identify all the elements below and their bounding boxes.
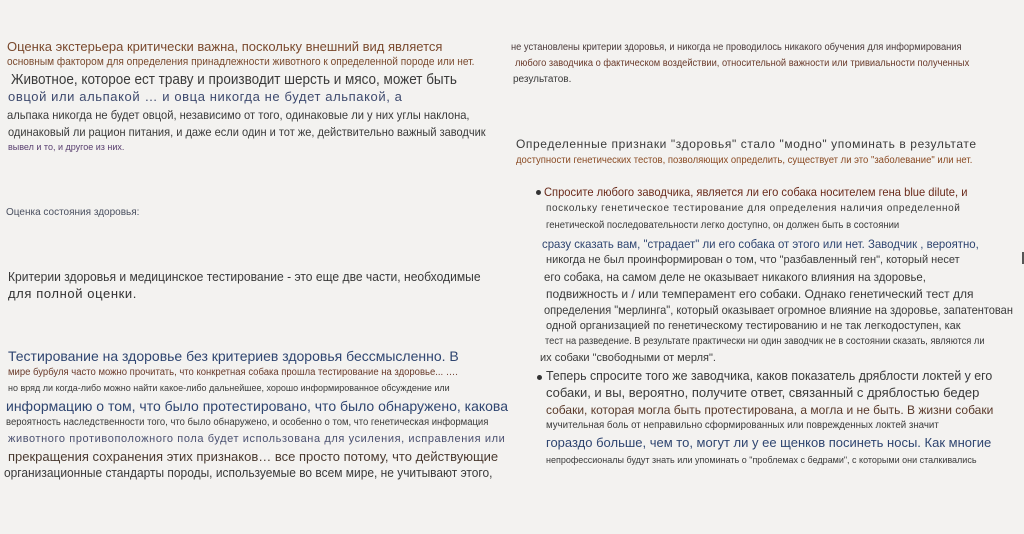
text-line: вероятность наследственности того, что было обнаружено, и особенно о том, что генетическая информация xyxy=(6,417,489,428)
text-line: для полной оценки. xyxy=(8,286,137,301)
text-line: организационные стандарты породы, используемые во всем мире, не учитывают этого, xyxy=(4,465,493,480)
text-line: не установлены критерии здоровья, и никогда не проводилось никакого обучения для информирования xyxy=(511,42,962,53)
text-line: их собаки "свободными от мерля". xyxy=(540,352,716,364)
bullet-icon xyxy=(536,190,541,195)
text-line: одинаковый ли рацион питания, и даже если один и тот же, действительно важный заводчик xyxy=(8,125,486,139)
text-line: собаки, и вы, вероятно, получите ответ, связанный с дряблостью бедер xyxy=(546,385,980,400)
text-line: непрофессионалы будут знать или упоминать о "проблемах с бедрами", с которыми они сталкивались xyxy=(546,455,977,465)
text-line: определения "мерлинга", который оказывает огромное влияние на здоровье, запатентован xyxy=(544,303,1013,317)
text-line: любого заводчика о фактическом воздействии, относительной важности или тривиальности полученных xyxy=(515,58,970,69)
bullet-icon xyxy=(537,375,542,380)
text-line: Животное, которое ест траву и производит шерсть и мясо, может быть xyxy=(11,71,457,88)
text-line: Спросите любого заводчика, является ли его собака носителем гена blue dilute, и xyxy=(544,185,968,199)
text-line: Критерии здоровья и медицинское тестирование - это еще две части, необходимые xyxy=(8,269,481,284)
section-heading: Оценка состояния здоровья: xyxy=(6,207,140,218)
text-line: Оценка экстерьера критически важна, поскольку внешний вид является xyxy=(7,39,443,54)
text-line: животного противоположного пола будет использована для усиления, исправления или xyxy=(8,433,506,445)
text-line: собаки, которая могла быть протестирована, а могла и не быть. В жизни собаки xyxy=(546,403,994,417)
text-line: гораздо больше, чем то, могут ли у ее щенков посинеть носы. Как многие xyxy=(546,435,992,450)
text-line: его собака, на самом деле не оказывает никакого влияния на здоровье, xyxy=(544,270,926,284)
text-line: Тестирование на здоровье без критериев здоровья бессмысленно. В xyxy=(8,348,459,364)
text-line: мучительная боль от неправильно сформированных или поврежденных локтей значит xyxy=(546,420,939,431)
text-line: тест на разведение. В результате практически ни один заводчик не в состоянии сказать, являются ли xyxy=(545,336,985,347)
text-line: результатов. xyxy=(513,74,572,85)
text-line: прекращения сохранения этих признаков… все просто потому, что действующие xyxy=(8,449,499,464)
text-line: Определенные признаки "здоровья" стало "модно" упоминать в результате xyxy=(516,137,977,151)
text-line: основным фактором для определения принадлежности животного к определенной породе или нет. xyxy=(7,56,475,68)
text-line: альпака никогда не будет овцой, независимо от того, одинаковые ли у них углы наклона, xyxy=(7,108,470,122)
text-line: генетической последовательности легко доступно, он должен быть в состоянии xyxy=(546,220,900,231)
text-line: овцой или альпакой … и овца никогда не будет альпакой, а xyxy=(8,89,403,104)
text-line: доступности генетических тестов, позволяющих определить, существует ли это "заболевание" или нет. xyxy=(516,155,973,166)
text-line: информацию о том, что было протестировано, что было обнаружено, какова xyxy=(6,398,508,414)
text-line: вывел и то, и другое из них. xyxy=(8,142,125,152)
text-line: никогда не был проинформирован о том, что "разбавленный ген", который несет xyxy=(546,254,960,266)
text-line: мире бурбуля часто можно прочитать, что конкретная собака прошла тестирование на здоровье... …. xyxy=(8,367,458,378)
text-line: поскольку генетическое тестирование для определения наличия определенной xyxy=(546,203,961,214)
text-line: одной организацией по генетическому тестированию и не так легкодоступен, как xyxy=(546,320,961,332)
text-line: сразу сказать вам, "страдает" ли его собака от этого или нет. Заводчик , вероятно, xyxy=(542,237,979,251)
text-line: подвижность и / или темперамент его собаки. Однако генетический тест для xyxy=(546,287,974,301)
text-line: но вряд ли когда-либо можно найти какое-либо дальнейшее, хорошо информированное обсуждение или xyxy=(8,383,450,393)
text-line: Теперь спросите того же заводчика, каков показатель дряблости локтей у его xyxy=(546,368,993,383)
